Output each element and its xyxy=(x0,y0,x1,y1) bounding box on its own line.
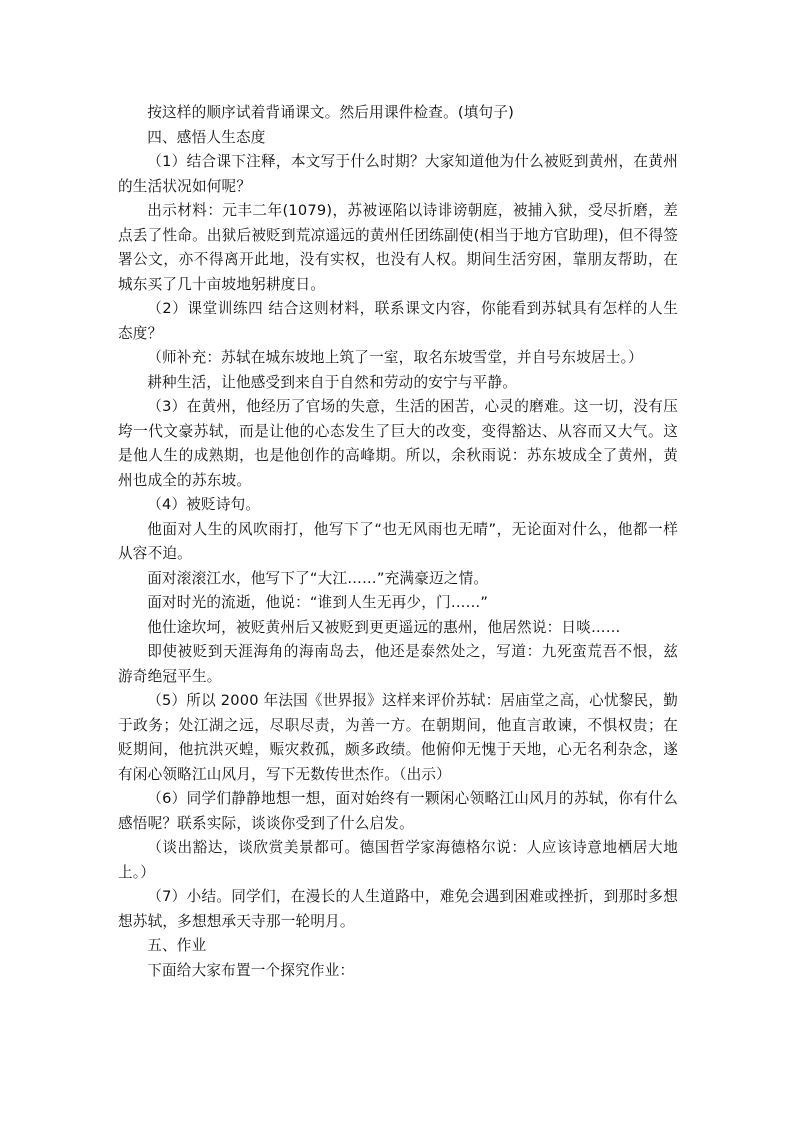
section-heading-4: 四、感悟人生态度 xyxy=(147,128,266,146)
paragraph-item-4: （4）被贬诗句。 xyxy=(147,496,261,513)
paragraph-poem-river: 面对滚滚江水，他写下了“大江……”充满豪迈之情。 xyxy=(147,569,489,587)
paragraph-discussion-note: （谈出豁达，谈欣赏美景都可。德国哲学家海德格尔说：人应该诗意地栖居大地上。） xyxy=(118,839,678,881)
paragraph-poem-time: 面对时光的流逝，他说：“谁到人生无再少，门……” xyxy=(147,594,489,611)
paragraph-question-1: （1）结合课下注释，本文写于什么时期？大家知道他为什么被贬到黄州，在黄州的生活状况如何呢？ xyxy=(118,153,678,195)
paragraph-item-3: （3）在黄州，他经历了官场的失意，生活的困苦，心灵的磨难。这一切，没有压垮一代文豪苏轼，而是让他的心态发生了巨大的改变，变得豁达、从容而又大气。这是他人生的成熟期，也是他创作的高峰期。所以，余秋雨说：苏东坡成全了黄州，黄州也成全的苏东坡。 xyxy=(118,398,678,489)
paragraph-teacher-note: （师补充：苏轼在城东坡地上筑了一室，取名东坡雪堂，并自号东坡居士。） xyxy=(147,349,643,366)
paragraph-farming-life: 耕种生活，让他感受到来自于自然和劳动的安宁与平静。 xyxy=(147,373,518,391)
paragraph-homework-intro: 下面给大家布置一个探究作业： xyxy=(147,961,355,979)
section-heading-5: 五、作业 xyxy=(147,937,207,954)
paragraph-material: 出示材料：元丰二年(1079)，苏被诬陷以诗诽谤朝庭，被捕入狱，受尽折磨，差点丢了性命。出狱后被贬到荒凉遥远的黄州任团练副使(相当于地方官助理)，但不得签署公文，亦不得离开此地，没有实权，也没有人权。期间生活穷困，靠朋友帮助，在城东买了几十亩坡地躬耕度日。 xyxy=(118,202,678,293)
paragraph-item-6: （6）同学们静静地想一想，面对始终有一颗闲心领略江山风月的苏轼，你有什么感悟呢？联系实际，谈谈你受到了什么启发。 xyxy=(118,790,678,832)
paragraph-poem-hainan: 即使被贬到天涯海角的海南岛去，他还是泰然处之，写道：九死蛮荒吾不恨，兹游奇绝冠平生。 xyxy=(118,643,678,685)
paragraph-exercise-2: （2）课堂训练四 结合这则材料，联系课文内容，你能看到苏轼具有怎样的人生态度？ xyxy=(118,300,678,342)
paragraph-item-7-summary: （7）小结。同学们，在漫长的人生道路中，难免会遇到困难或挫折，到那时多想想苏轼，多想想承天寺那一轮明月。 xyxy=(118,888,678,930)
paragraph-item-5: （5）所以 2000 年法国《世界报》这样来评价苏轼：居庙堂之高，心忧黎民，勤于政务；处江湖之远，尽职尽责，为善一方。在朝期间，他直言敢谏，不惧权贵；在贬期间，他抗洪灭蝗，赈灾救孤，颇多政绩。他俯仰无愧于天地，心无名利杂念，遂有闲心领略江山风月，写下无数传世杰作。（出示） xyxy=(118,692,678,783)
document-body xyxy=(118,101,678,983)
paragraph-poem-huizhou: 他仕途坎坷，被贬黄州后又被贬到更更遥远的惠州，他居然说：日啖…… xyxy=(147,618,621,636)
paragraph-recite-instruction: 按这样的顺序试着背诵课文。然后用课件检查。(填句子) xyxy=(147,104,515,121)
paragraph-poem-wind-rain: 他面对人生的风吹雨打，他写下了“也无风雨也无晴”，无论面对什么，他都一样从容不迫。 xyxy=(118,520,678,562)
